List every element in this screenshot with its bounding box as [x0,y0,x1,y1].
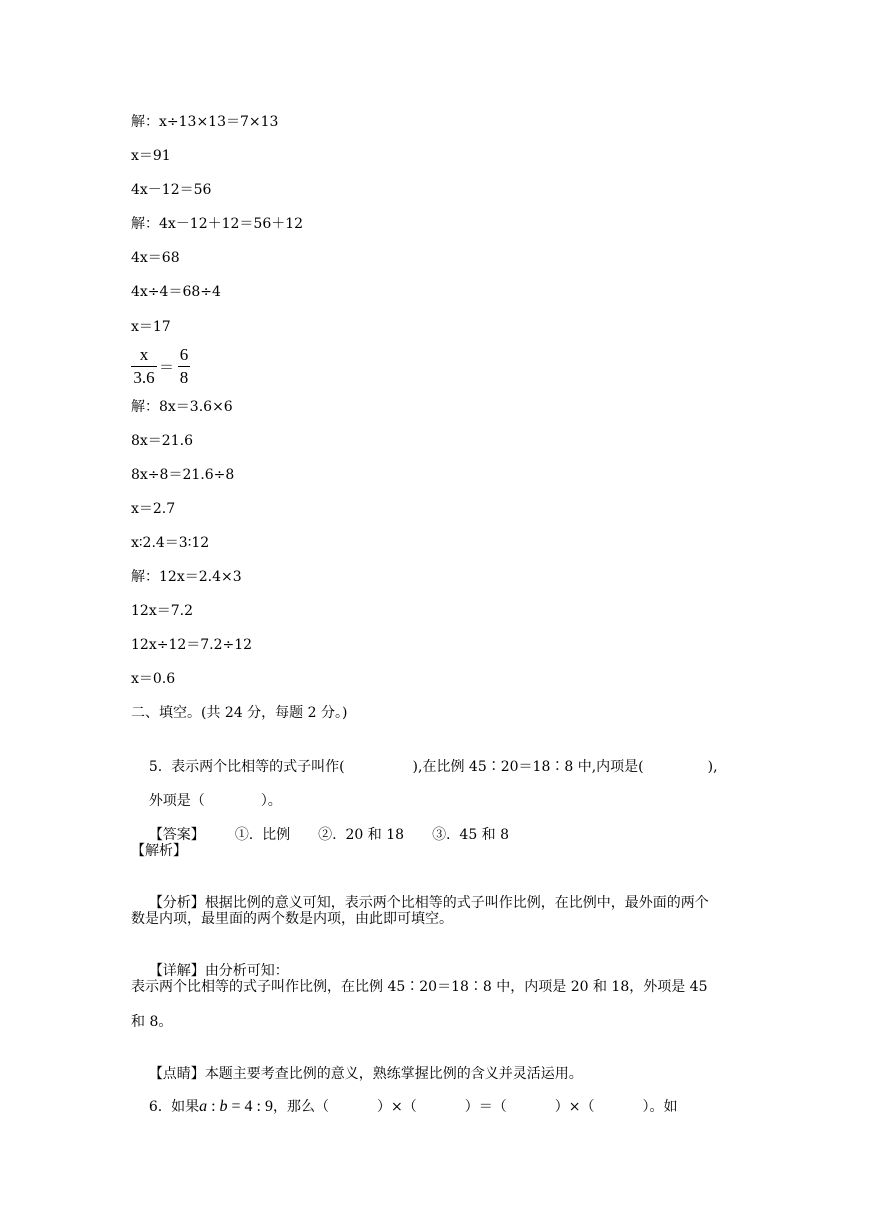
solution-step: x＝91 [131,148,171,164]
question-6-line1: 6. 如果a : b = 4 : 9，那么（ ）×（ ）＝（ ）×（ ）。如 [148,1098,678,1115]
answer-item: ①. 比例 [234,827,291,843]
solution-step: 8x＝21.6 [131,433,193,449]
solution-step: 解：x÷13×13＝7×13 [131,114,279,130]
fenxi-label: 【分析】 [148,895,205,911]
solution-step: 12x÷12＝7.2÷12 [131,637,253,653]
equation: x∶2.4＝3∶12 [131,535,210,551]
q5-text: 外项是（ [148,793,205,809]
fenxi-text: 根据比例的意义可知，表示两个比相等的式子叫作比例，在比例中，最外面的两个 [204,895,709,911]
solution-step: 解：4x－12＋12＝56＋12 [131,216,304,232]
analysis-label: 【解析】 [131,843,187,859]
fraction-denominator: 3.6 [133,368,155,387]
solution-step: x＝17 [131,319,171,335]
q6-text: ）。如 [642,1099,678,1115]
detail-line1: 表示两个比相等的式子叫作比例，在比例 45∶20＝18∶8 中，内项是 20 和 18，外项是 45 [131,979,708,995]
solution-step: 12x＝7.2 [131,603,193,619]
ratio-var-a: a [199,1098,208,1115]
ratio-value: = 4 : 9 [227,1098,273,1115]
q6-text: ）×（ [377,1099,417,1115]
xiangjie-label: 【详解】 [148,963,205,979]
q5-text: ）。 [260,793,282,809]
equation: 4x－12＝56 [131,182,212,198]
q5-text: ), [707,759,718,775]
q5-text: ),在比例 45∶20＝18∶8 中,内项是( [412,759,644,775]
q6-text: 6. 如果 [148,1099,200,1115]
q6-text: ）＝（ [464,1099,507,1115]
q6-text: ，那么（ [273,1099,329,1115]
fraction-numerator: 6 [179,345,189,364]
dianjing-text: 本题主要考查比例的意义，熟练掌握比例的含义并灵活运用。 [204,1066,583,1082]
xiangjie-text: 由分析可知： [204,963,289,979]
answer-label: 【答案】 [148,827,205,843]
fraction-numerator: x [139,345,149,364]
solution-step: x＝0.6 [131,671,176,687]
section-heading: 二、填空。(共 24 分，每题 2 分。) [131,705,348,721]
solution-step: 8x÷8＝21.6÷8 [131,467,235,483]
ratio-var-b: b [219,1098,228,1115]
solution-step: 解：8x＝3.6×6 [131,399,233,415]
q6-text: ）×（ [554,1099,595,1115]
solution-step: x＝2.7 [131,501,176,517]
dianjing-label: 【点睛】 [148,1066,205,1082]
fraction-bar [131,366,157,367]
answer-item: ③. 45 和 8 [432,827,510,843]
answer-item: ②. 20 和 18 [318,827,405,843]
solution-step: 解：12x＝2.4×3 [131,569,242,585]
fraction-denominator: 8 [179,368,189,387]
equals-sign: ＝ [159,360,175,376]
q5-text: 5. 表示两个比相等的式子叫作( [148,759,345,775]
solution-step: 4x÷4＝68÷4 [131,284,221,300]
solution-step: 4x＝68 [131,250,180,266]
fraction-bar [178,366,190,367]
fenxi-line2: 数是内项，最里面的两个数是内项，由此即可填空。 [131,911,453,927]
detail-line2: 和 8。 [131,1014,173,1030]
answer-line [131,808,509,862]
